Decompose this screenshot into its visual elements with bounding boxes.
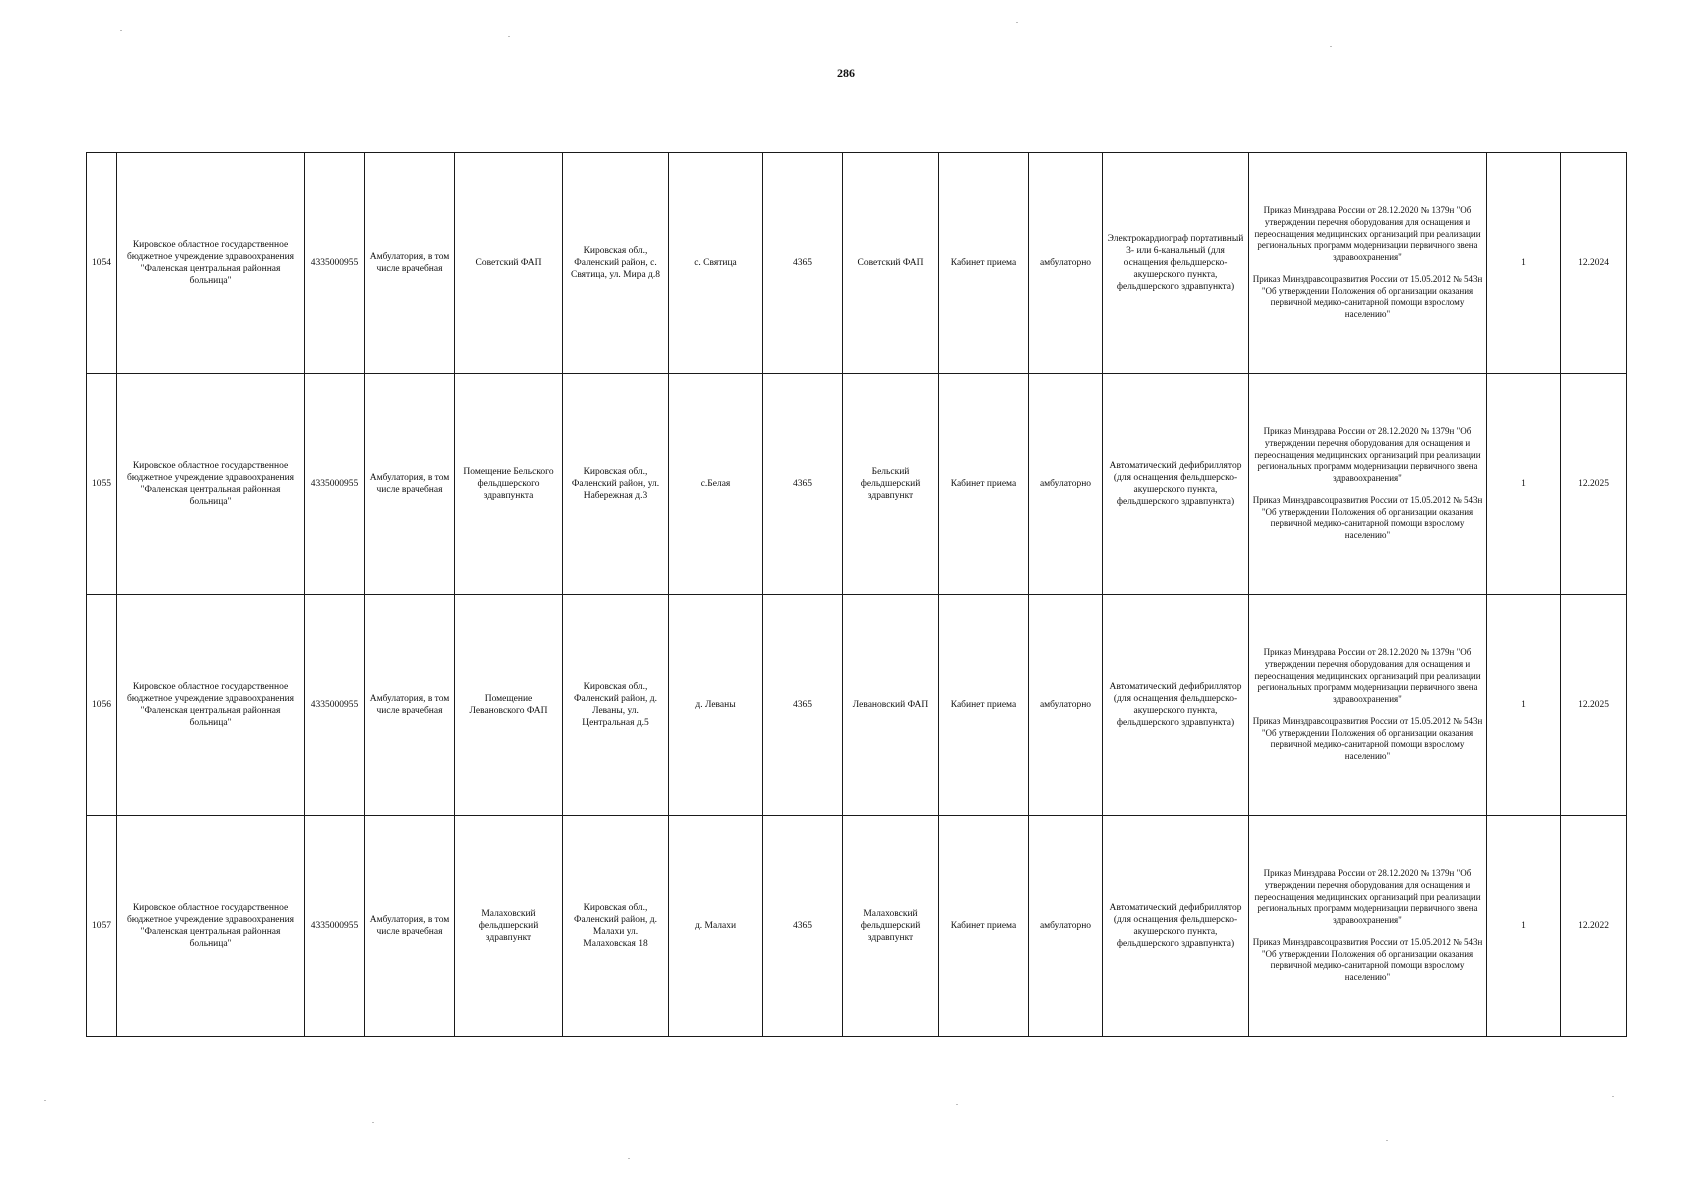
quantity: 1 bbox=[1487, 153, 1561, 374]
scan-speck bbox=[508, 36, 510, 37]
row-index: 1057 bbox=[87, 816, 117, 1037]
care-type: Амбулатория, в том числе врачебная bbox=[365, 374, 455, 595]
equipment: Электрокардиограф портативный 3- или 6-канальный (для оснащения фельдшерско-акушерского пункта, фельдшерского здравпункта) bbox=[1103, 153, 1249, 374]
scan-speck bbox=[120, 30, 122, 31]
scan-speck bbox=[1016, 22, 1018, 23]
unit: Бельский фельдшерский здравпункт bbox=[843, 374, 939, 595]
inn: 4335000955 bbox=[305, 374, 365, 595]
settlement: с.Белая bbox=[669, 374, 763, 595]
address: Кировская обл., Фаленский район, ул. Набережная д.3 bbox=[563, 374, 669, 595]
table-row bbox=[87, 153, 1627, 374]
equipment: Автоматический дефибриллятор (для оснащения фельдшерско-акушерского пункта, фельдшерского здравпункта) bbox=[1103, 374, 1249, 595]
inn: 4335000955 bbox=[305, 153, 365, 374]
deadline: 12.2022 bbox=[1561, 816, 1627, 1037]
premises: Советский ФАП bbox=[455, 153, 563, 374]
equipment: Автоматический дефибриллятор (для оснащения фельдшерско-акушерского пункта, фельдшерского здравпункта) bbox=[1103, 816, 1249, 1037]
table-row bbox=[87, 374, 1627, 595]
normative-order-1: Приказ Минздрава России от 28.12.2020 № 1379н "Об утверждении перечня оборудования для оснащения и переоснащения медицинских организаций при реализации региональных программ модернизации первичного звена здравоохранения" bbox=[1254, 868, 1481, 926]
room: Кабинет приема bbox=[939, 595, 1029, 816]
code: 4365 bbox=[763, 816, 843, 1037]
premises: Помещение Бельского фельдшерского здравпункта bbox=[455, 374, 563, 595]
scan-speck bbox=[956, 1104, 958, 1105]
normative-basis bbox=[1249, 595, 1487, 816]
quantity: 1 bbox=[1487, 816, 1561, 1037]
deadline: 12.2024 bbox=[1561, 153, 1627, 374]
settlement: д. Леваны bbox=[669, 595, 763, 816]
normative-order-2: Приказ Минздравсоцразвития России от 15.05.2012 № 543н "Об утверждении Положения об организации оказания первичной медико-санитарной помощи взрослому населению" bbox=[1252, 494, 1483, 540]
scan-speck bbox=[1612, 1096, 1614, 1097]
unit: Советский ФАП bbox=[843, 153, 939, 374]
care-condition: амбулаторно bbox=[1029, 374, 1103, 595]
normative-order-2: Приказ Минздравсоцразвития России от 15.05.2012 № 543н "Об утверждении Положения об организации оказания первичной медико-санитарной помощи взрослому населению" bbox=[1252, 715, 1483, 761]
organization-name: Кировское областное государственное бюджетное учреждение здравоохранения "Фаленская центральная районная больница" bbox=[117, 374, 305, 595]
settlement: с. Святица bbox=[669, 153, 763, 374]
code: 4365 bbox=[763, 374, 843, 595]
care-condition: амбулаторно bbox=[1029, 816, 1103, 1037]
address: Кировская обл., Фаленский район, с. Святица, ул. Мира д.8 bbox=[563, 153, 669, 374]
code: 4365 bbox=[763, 153, 843, 374]
equipment-registry-table bbox=[86, 152, 1627, 1037]
row-index: 1056 bbox=[87, 595, 117, 816]
inn: 4335000955 bbox=[305, 595, 365, 816]
normative-basis bbox=[1249, 816, 1487, 1037]
scan-speck bbox=[44, 1100, 46, 1101]
organization-name: Кировское областное государственное бюджетное учреждение здравоохранения "Фаленская центральная районная больница" bbox=[117, 816, 305, 1037]
code: 4365 bbox=[763, 595, 843, 816]
address: Кировская обл., Фаленский район, д. Малахи ул. Малаховская 18 bbox=[563, 816, 669, 1037]
table-row bbox=[87, 816, 1627, 1037]
quantity: 1 bbox=[1487, 374, 1561, 595]
page-number: 286 bbox=[837, 66, 855, 80]
address: Кировская обл., Фаленский район, д. Леваны, ул. Центральная д.5 bbox=[563, 595, 669, 816]
room: Кабинет приема bbox=[939, 816, 1029, 1037]
deadline: 12.2025 bbox=[1561, 595, 1627, 816]
premises: Помещение Левановского ФАП bbox=[455, 595, 563, 816]
normative-order-1: Приказ Минздрава России от 28.12.2020 № 1379н "Об утверждении перечня оборудования для оснащения и переоснащения медицинских организаций при реализации региональных программ модернизации первичного звена здравоохранения" bbox=[1254, 647, 1481, 705]
scan-speck bbox=[1330, 46, 1332, 47]
normative-order-2: Приказ Минздравсоцразвития России от 15.05.2012 № 543н "Об утверждении Положения об организации оказания первичной медико-санитарной помощи взрослому населению" bbox=[1252, 936, 1483, 982]
care-condition: амбулаторно bbox=[1029, 595, 1103, 816]
deadline: 12.2025 bbox=[1561, 374, 1627, 595]
row-index: 1054 bbox=[87, 153, 117, 374]
table-row bbox=[87, 595, 1627, 816]
care-type: Амбулатория, в том числе врачебная bbox=[365, 153, 455, 374]
normative-order-1: Приказ Минздрава России от 28.12.2020 № 1379н "Об утверждении перечня оборудования для оснащения и переоснащения медицинских организаций при реализации региональных программ модернизации первичного звена здравоохранения" bbox=[1254, 205, 1481, 263]
unit: Левановский ФАП bbox=[843, 595, 939, 816]
scan-speck bbox=[1386, 1140, 1388, 1141]
room: Кабинет приема bbox=[939, 374, 1029, 595]
normative-order-1: Приказ Минздрава России от 28.12.2020 № 1379н "Об утверждении перечня оборудования для оснащения и переоснащения медицинских организаций при реализации региональных программ модернизации первичного звена здравоохранения" bbox=[1254, 426, 1481, 484]
quantity: 1 bbox=[1487, 595, 1561, 816]
organization-name: Кировское областное государственное бюджетное учреждение здравоохранения "Фаленская центральная районная больница" bbox=[117, 153, 305, 374]
care-condition: амбулаторно bbox=[1029, 153, 1103, 374]
organization-name: Кировское областное государственное бюджетное учреждение здравоохранения "Фаленская центральная районная больница" bbox=[117, 595, 305, 816]
normative-basis bbox=[1249, 153, 1487, 374]
scan-speck bbox=[628, 1158, 630, 1159]
care-type: Амбулатория, в том числе врачебная bbox=[365, 595, 455, 816]
normative-order-2: Приказ Минздравсоцразвития России от 15.05.2012 № 543н "Об утверждении Положения об организации оказания первичной медико-санитарной помощи взрослому населению" bbox=[1252, 273, 1483, 319]
equipment: Автоматический дефибриллятор (для оснащения фельдшерско-акушерского пункта, фельдшерского здравпункта) bbox=[1103, 595, 1249, 816]
premises: Малаховский фельдшерский здравпункт bbox=[455, 816, 563, 1037]
inn: 4335000955 bbox=[305, 816, 365, 1037]
room: Кабинет приема bbox=[939, 153, 1029, 374]
row-index: 1055 bbox=[87, 374, 117, 595]
scan-speck bbox=[372, 1122, 374, 1123]
unit: Малаховский фельдшерский здравпункт bbox=[843, 816, 939, 1037]
settlement: д. Малахи bbox=[669, 816, 763, 1037]
care-type: Амбулатория, в том числе врачебная bbox=[365, 816, 455, 1037]
normative-basis bbox=[1249, 374, 1487, 595]
